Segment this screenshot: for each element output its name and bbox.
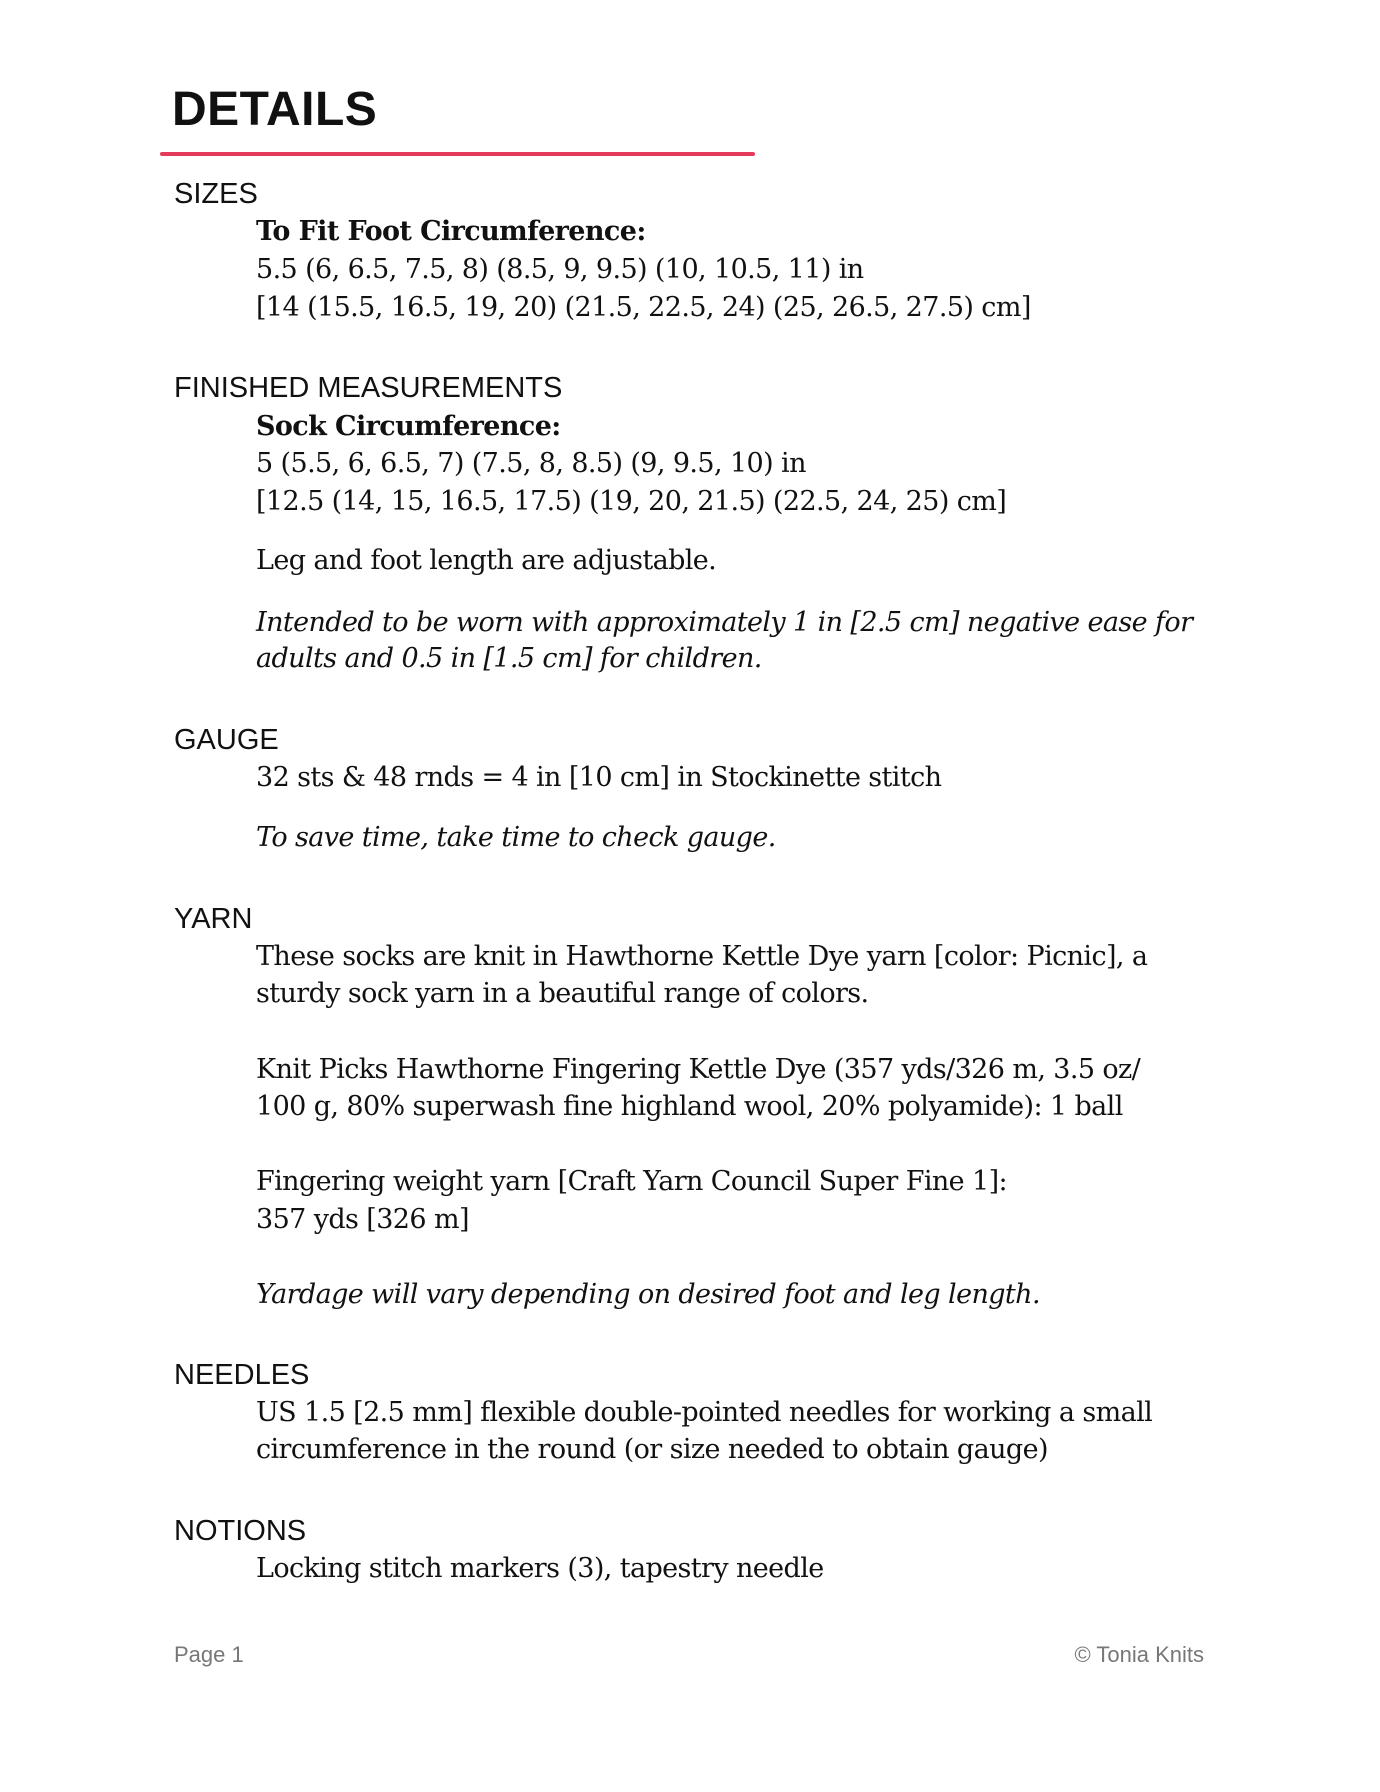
- gauge-heading: GAUGE: [174, 724, 279, 756]
- yarn-p2a: Knit Picks Hawthorne Fingering Kettle Dye (357 yds/326 m, 3.5 oz/: [256, 1054, 1141, 1085]
- copyright: © Tonia Knits: [1074, 1642, 1204, 1667]
- finished-cm: [12.5 (14, 15, 16.5, 17.5) (19, 20, 21.5) (22.5, 24, 25) cm]: [256, 486, 1007, 517]
- yarn-p1a: These socks are knit in Hawthorne Kettle Dye yarn [color: Picnic], a: [256, 941, 1148, 972]
- finished-in: 5 (5.5, 6, 6.5, 7) (7.5, 8, 8.5) (9, 9.5, 10) in: [256, 448, 806, 479]
- ease-line-1: Intended to be worn with approximately 1 in [2.5 cm] negative ease for: [256, 607, 1193, 638]
- sizes-label: To Fit Foot Circumference:: [256, 216, 646, 247]
- notions-heading: NOTIONS: [174, 1515, 307, 1547]
- yarn-p1b: sturdy sock yarn in a beautiful range of colors.: [256, 978, 869, 1009]
- finished-heading: FINISHED MEASUREMENTS: [174, 372, 563, 404]
- notions-text: Locking stitch markers (3), tapestry needle: [256, 1553, 824, 1584]
- ease-line-2: adults and 0.5 in [1.5 cm] for children.: [256, 643, 762, 674]
- gauge-note: To save time, take time to check gauge.: [256, 822, 776, 853]
- needles-line-1: US 1.5 [2.5 mm] flexible double-pointed needles for working a small: [256, 1397, 1153, 1428]
- page-number: Page 1: [174, 1642, 244, 1667]
- finished-note: Leg and foot length are adjustable.: [256, 545, 717, 576]
- yarn-note: Yardage will vary depending on desired foot and leg length.: [256, 1279, 1040, 1310]
- needles-heading: NEEDLES: [174, 1359, 310, 1391]
- sizes-cm: [14 (15.5, 16.5, 19, 20) (21.5, 22.5, 24) (25, 26.5, 27.5) cm]: [256, 292, 1031, 323]
- yarn-p2b: 100 g, 80% superwash fine highland wool, 20% polyamide): 1 ball: [256, 1091, 1123, 1122]
- sizes-heading: SIZES: [174, 178, 258, 210]
- yarn-p3b: 357 yds [326 m]: [256, 1204, 469, 1235]
- gauge-text: 32 sts & 48 rnds = 4 in [10 cm] in Stockinette stitch: [256, 762, 942, 793]
- yarn-heading: YARN: [174, 903, 253, 935]
- sizes-in: 5.5 (6, 6.5, 7.5, 8) (8.5, 9, 9.5) (10, 10.5, 11) in: [256, 254, 864, 285]
- page-title: DETAILS: [172, 83, 378, 136]
- yarn-p3a: Fingering weight yarn [Craft Yarn Council Super Fine 1]:: [256, 1166, 1008, 1197]
- title-underline: [160, 152, 755, 156]
- needles-line-2: circumference in the round (or size needed to obtain gauge): [256, 1434, 1048, 1465]
- finished-label: Sock Circumference:: [256, 411, 561, 442]
